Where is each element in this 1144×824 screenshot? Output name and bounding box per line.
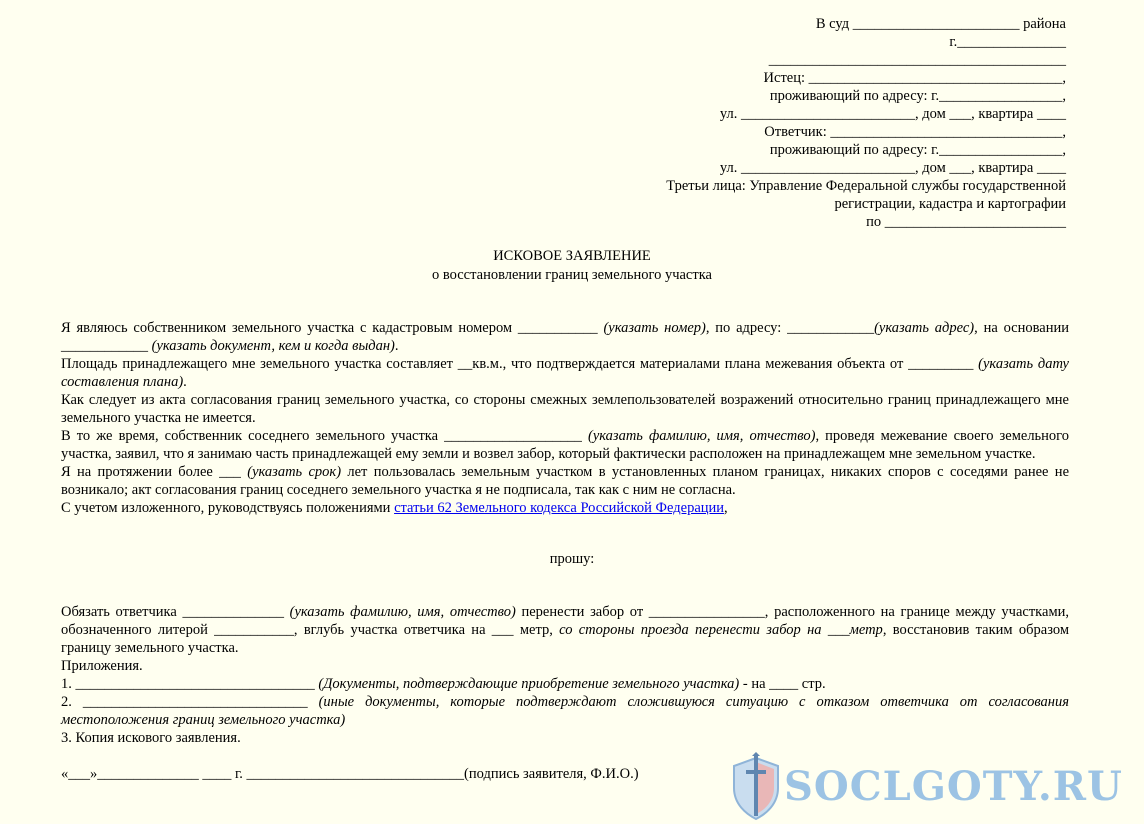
paragraph-agreement-act: Как следует из акта согласования границ земельного участка, со стороны смежных землепользователей возражений относительно границ принадлежащего мне земельного участка не имеется. xyxy=(61,392,1069,426)
third-party-line-3: по _________________________ xyxy=(866,214,1066,230)
law-article-link[interactable]: статьи 62 Земельного кодекса Российской Федерации xyxy=(394,500,725,516)
defendant-line: Ответчик: ________________________________, xyxy=(764,124,1066,140)
attachment-2: 2. _______________________________ (иные документы, которые подтверждают сложившуюся ситуацию с отказом ответчика от согласования местоположения границ земельного участка) xyxy=(61,694,1069,728)
paragraph-neighbor: В то же время, собственник соседнего земельного участка ___________________ (указать фамилию, имя, отчество), проведя межевание своего земельного участка, заявил, что я занимаю часть принадлежащей ему земли и возвел забор, который фактически расположен на принадлежащем мне земельном участке. xyxy=(61,428,1070,462)
plaintiff-address: проживающий по адресу: г._________________, xyxy=(769,88,1066,104)
attachment-3: 3. Копия искового заявления. xyxy=(61,730,241,746)
paragraph-ownership: Я являюсь собственником земельного участка с кадастровым номером ___________ (указать номер), по адресу: ____________(указать адрес), на основании ____________ (указать документ, кем и когда выдан). xyxy=(61,320,1069,354)
blank-line: _________________________________________ xyxy=(768,52,1066,68)
site-watermark xyxy=(728,752,1140,822)
document-header xyxy=(596,15,1066,231)
plaintiff-line: Истец: ___________________________________, xyxy=(763,70,1066,86)
paragraph-legal-basis: С учетом изложенного, руководствуясь положениями статьи 62 Земельного кодекса Российской Федерации, xyxy=(61,500,728,516)
court-line: В суд _______________________ района xyxy=(815,16,1066,32)
attachments-label: Приложения. xyxy=(61,658,143,674)
defendant-address: проживающий по адресу: г._________________, xyxy=(769,142,1066,158)
plaintiff-street: ул. ________________________, дом ___, квартира ____ xyxy=(719,106,1066,122)
paragraph-usage: Я на протяжении более ___ (указать срок) лет пользовалась земельным участком в установленных планом границах, никаких споров с соседями ранее не возникало; акт согласования границ соседнего земельного участка я не подписала, так как с ним не согласна. xyxy=(61,464,1069,498)
document-title: ИСКОВОЕ ЗАЯВЛЕНИЕ xyxy=(493,248,651,264)
third-party-line-1: Третьи лица: Управление Федеральной службы государственной xyxy=(666,178,1066,194)
attachment-1: 1. _________________________________ (Документы, подтверждающие приобретение земельного участка) - на ____ стр. xyxy=(61,676,826,692)
document-body xyxy=(61,319,1069,517)
paragraph-request: Обязать ответчика ______________ (указать фамилию, имя, отчество) перенести забор от ________________, расположенного на границе между участками, обозначенного литерой ___________, вглубь участка ответчика на ___ метр, со стороны проезда перенести забор на ___метр, восстановив таким образом границу земельного участка. xyxy=(61,604,1070,656)
defendant-street: ул. ________________________, дом ___, квартира ____ xyxy=(719,160,1066,176)
city-line: г._______________ xyxy=(949,34,1066,50)
third-party-line-2: регистрации, кадастра и картографии xyxy=(834,196,1066,212)
request-body xyxy=(61,603,1069,747)
shield-sword-icon xyxy=(728,752,784,822)
watermark-text: SOCLGOTY.RU xyxy=(784,763,1123,810)
paragraph-area: Площадь принадлежащего мне земельного участка составляет __кв.м., что подтверждается материалами плана межевания объекта от _________ (указать дату составления плана). xyxy=(61,356,1069,390)
document-subtitle: о восстановлении границ земельного участка xyxy=(432,267,712,283)
request-heading: прошу: xyxy=(549,551,595,567)
signature-line: «___»______________ ____ г. ______________________________(подпись заявителя, Ф.И.О.) xyxy=(61,766,639,782)
